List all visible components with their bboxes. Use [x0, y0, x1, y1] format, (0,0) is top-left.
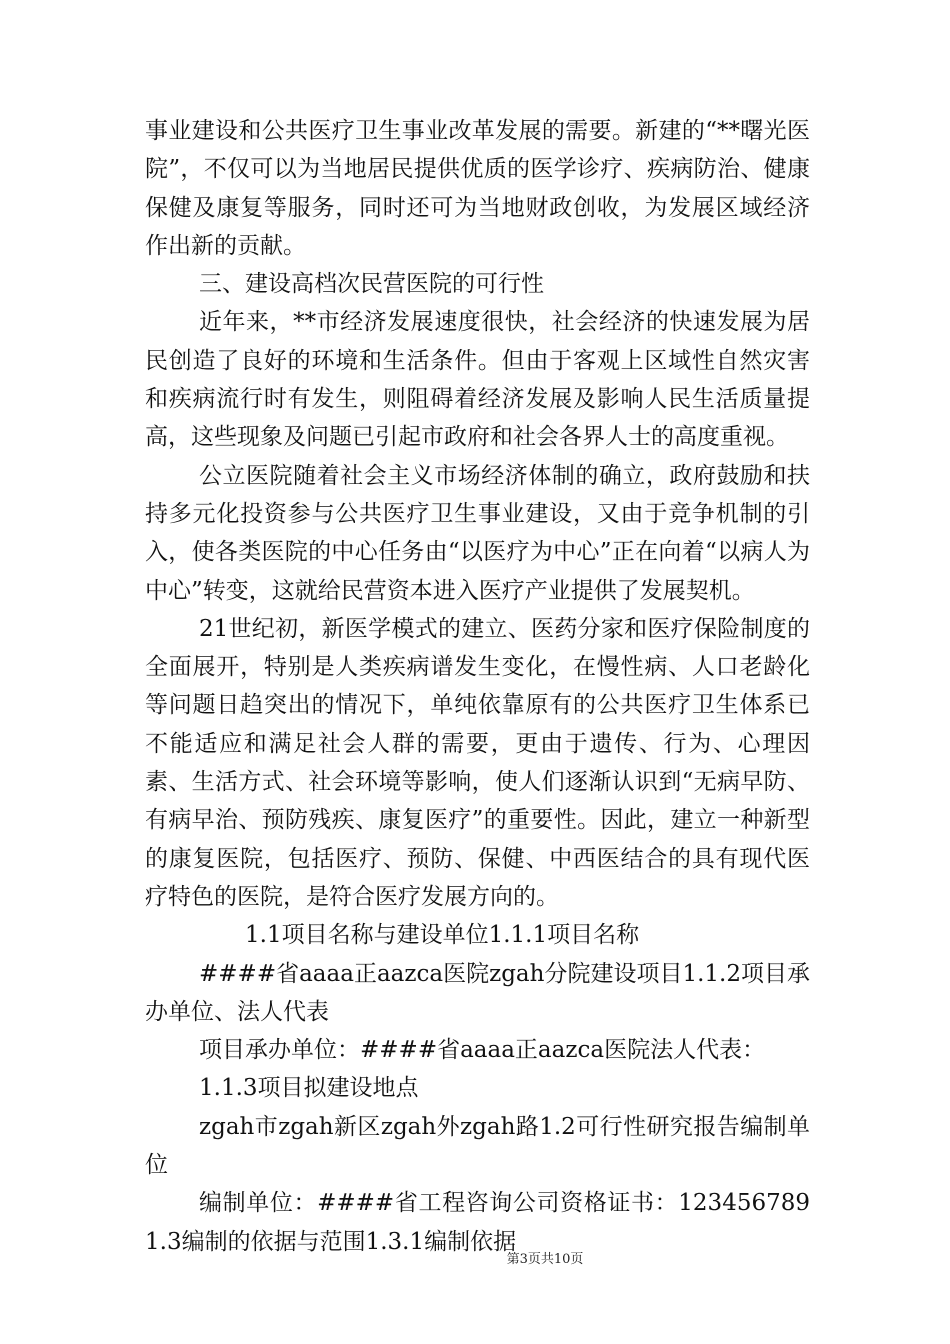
heading-project-location: 1.1.3项目拟建设地点	[199, 1075, 419, 1102]
section-heading-feasibility: 三、建设高档次民营医院的可行性	[199, 271, 544, 298]
page-footer	[0, 1248, 950, 1267]
document-body	[145, 112, 810, 1261]
heading-project-name: 1.1项目名称与建设单位1.1.1项目名称	[245, 922, 640, 949]
paragraph-continuation: 事业建设和公共医疗卫生事业改革发展的需要。新建的“**曙光医院”，不仅可以为当地居民提供优质的医学诊疗、疾病防治、健康保健及康复等服务，同时还可为当地财政创收，为发展区域经济作出新的贡献。	[145, 118, 810, 259]
paragraph-location: zgah市zgah新区zgah外zgah路1.2可行性研究报告编制单位	[145, 1113, 810, 1179]
paragraph-public-hospitals: 公立医院随着社会主义市场经济体制的确立，政府鼓励和扶持多元化投资参与公共医疗卫生事业建设，又由于竞争机制的引入，使各类医院的中心任务由“以医疗为中心”正在向着“以病人为中心”转变，这就给民营资本进入医疗产业提供了发展契机。	[145, 462, 810, 604]
page-number: 第3页共10页	[506, 1252, 584, 1267]
paragraph-project-undertaker: 项目承办单位：####省aaaa正aazca医院法人代表：	[199, 1037, 766, 1064]
paragraph-project-title: ####省aaaa正aazca医院zgah分院建设项目1.1.2项目承办单位、法人代表	[145, 960, 810, 1025]
paragraph-economy: 近年来，**市经济发展速度很快，社会经济的快速发展为居民创造了良好的环境和生活条件。但由于客观上区域性自然灾害和疾病流行时有发生，则阻碍着经济发展及影响人民生活质量提高，这些现象及问题已引起市政府和社会各界人士的高度重视。	[145, 309, 810, 451]
paragraph-compiler: 编制单位：####省工程咨询公司资格证书：1234567891.3编制的依据与范围1.3.1编制依据	[145, 1190, 810, 1255]
paragraph-medical-model: 21世纪初，新医学模式的建立、医药分家和医疗保险制度的全面展开，特别是人类疾病谱发生变化，在慢性病、人口老龄化等问题日趋突出的情况下，单纯依靠原有的公共医疗卫生体系已不能适应和满足社会人群的需要，更由于遗传、行为、心理因素、生活方式、社会环境等影响，使人们逐渐认识到“无病早防、有病早治、预防残疾、康复医疗”的重要性。因此，建立一种新型的康复医院，包括医疗、预防、保健、中西医结合的具有现代医疗特色的医院，是符合医疗发展方向的。	[145, 615, 810, 910]
